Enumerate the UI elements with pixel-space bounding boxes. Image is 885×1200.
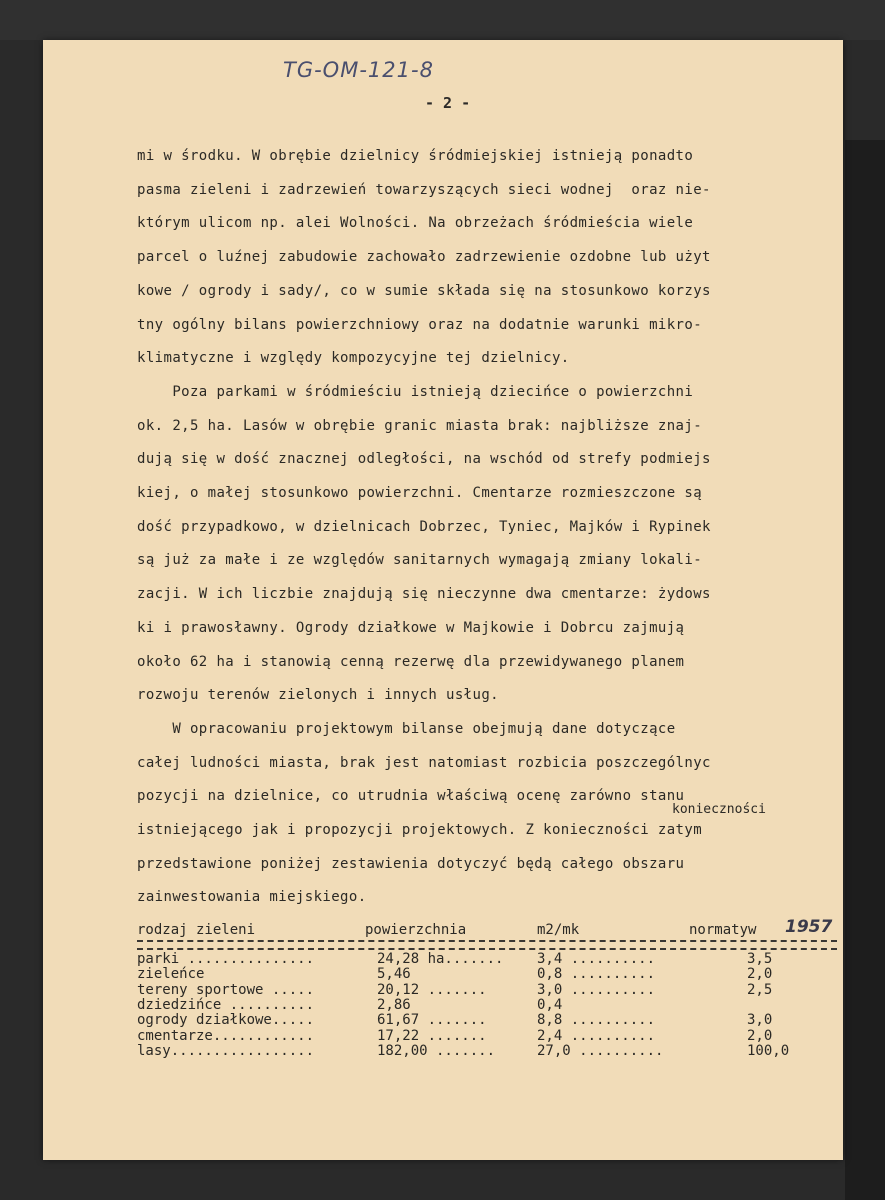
- table-header-area: powierzchnia: [365, 922, 467, 938]
- cell-per-capita: 0,8 ..........: [537, 966, 656, 983]
- text-line: istniejącego jak i propozycji projektowych. Z konieczności zatym: [137, 822, 703, 838]
- cell-name: cmentarze............: [137, 1027, 315, 1044]
- cell-area: 17,22 .......: [377, 1027, 487, 1044]
- text-line: pozycji na dzielnice, co utrudnia właściwą ocenę zarówno stanu: [137, 788, 685, 805]
- cell-area: 5,46: [377, 966, 411, 983]
- text-line: Poza parkami w śródmieściu istnieją dziecińce o powierzchni: [137, 383, 694, 400]
- text-line: parcel o luźnej zabudowie zachowało zadrzewienie ozdobne lub użyt: [137, 249, 711, 266]
- cell-norm: 2,0: [747, 1027, 773, 1044]
- text-line: są już za małe i ze względów sanitarnych wymagają zmiany lokali-: [137, 552, 703, 569]
- text-line: dują się w dość znacznej odległości, na wschód od strefy podmiejs: [137, 451, 711, 468]
- table-row: [137, 1044, 837, 1059]
- table-header-norm: normatyw: [689, 922, 757, 938]
- cell-per-capita: 2,4 ..........: [537, 1027, 656, 1044]
- text-line: ok. 2,5 ha. Lasów w obrębie granic miasta brak: najbliższe znaj-: [137, 417, 703, 434]
- text-line: zacji. W ich liczbie znajdują się nieczynne dwa cmentarze: żydows: [137, 586, 711, 603]
- text-line: dość przypadkowo, w dzielnicach Dobrzec, Tyniec, Majków i Rypinek: [137, 518, 711, 535]
- cell-per-capita: 27,0 ..........: [537, 1042, 664, 1059]
- cell-norm: 100,0: [747, 1042, 790, 1059]
- text-line: całej ludności miasta, brak jest natomiast rozbicia poszczególnyc: [137, 754, 711, 771]
- text-line: zainwestowania miejskiego.: [137, 889, 367, 906]
- text-line: tny ogólny bilans powierzchniowy oraz na dodatnie warunki mikro-: [137, 316, 703, 333]
- scan-background-right: [845, 140, 885, 1200]
- handwritten-signature-code: TG-OM-121-8: [283, 58, 434, 82]
- table-row: [137, 967, 837, 982]
- table-row: [137, 952, 837, 967]
- page-number: - 2 -: [425, 94, 471, 112]
- cell-name: lasy.................: [137, 1042, 315, 1059]
- document-page: [43, 40, 843, 1160]
- text-line: przedstawione poniżej zestawienia dotyczyć będą całego obszaru: [137, 855, 685, 872]
- cell-norm: 3,0: [747, 1012, 773, 1029]
- cell-name: ogrody działkowe.....: [137, 1012, 315, 1029]
- table-row: [137, 998, 837, 1013]
- text-line: pasma zieleni i zadrzewień towarzyszących sieci wodnej oraz nie-: [137, 181, 711, 198]
- cell-area: 20,12 .......: [377, 981, 487, 998]
- text-line: mi w środku. W obrębie dzielnicy śródmiejskiej istnieją ponadto: [137, 148, 694, 164]
- cell-area: 2,86: [377, 996, 411, 1013]
- cell-norm: 3,5: [747, 951, 773, 967]
- text-line: ki i prawosławny. Ogrody działkowe w Majkowie i Dobrcu zajmują: [137, 619, 685, 636]
- handwritten-insertion: konieczności: [672, 802, 766, 817]
- cell-area: 61,67 .......: [377, 1012, 487, 1029]
- cell-per-capita: 8,8 ..........: [537, 1012, 656, 1029]
- handwritten-norm-year: 1957: [785, 917, 833, 937]
- cell-per-capita: 3,4 ..........: [537, 951, 656, 967]
- table-header-type: rodzaj zieleni: [137, 922, 256, 938]
- cell-per-capita: 0,4: [537, 996, 563, 1013]
- cell-area: 24,28 ha.......: [377, 951, 504, 967]
- text-line: którym ulicom np. alei Wolności. Na obrzeżach śródmieścia wiele: [137, 215, 694, 232]
- table-row: [137, 983, 837, 998]
- table-row: [137, 1013, 837, 1028]
- text-line: około 62 ha i stanowią cenną rezerwę dla przewidywanego planem: [137, 653, 685, 670]
- text-line: W opracowaniu projektowym bilanse obejmują dane dotyczące: [137, 720, 676, 737]
- cell-norm: 2,5: [747, 981, 773, 998]
- cell-per-capita: 3,0 ..........: [537, 981, 656, 998]
- table-row: [137, 1029, 837, 1044]
- cell-norm: 2,0: [747, 966, 773, 983]
- scan-background-top: [0, 0, 885, 40]
- text-line: kowe / ogrody i sady/, co w sumie składa się na stosunkowo korzys: [137, 282, 711, 299]
- cell-name: parki ...............: [137, 951, 315, 967]
- table-divider: [137, 940, 837, 950]
- text-line: kiej, o małej stosunkowo powierzchni. Cmentarze rozmieszczone są: [137, 485, 703, 501]
- text-line: klimatyczne i względy kompozycyjne tej dzielnicy.: [137, 350, 570, 367]
- cell-name: zieleńce: [137, 966, 205, 983]
- cell-area: 182,00 .......: [377, 1042, 496, 1059]
- cell-name: dziedzińce ..........: [137, 996, 315, 1013]
- text-line: rozwoju terenów zielonych i innych usług.: [137, 687, 499, 704]
- cell-name: tereny sportowe .....: [137, 981, 315, 998]
- table-header-per-capita: m2/mk: [537, 922, 580, 938]
